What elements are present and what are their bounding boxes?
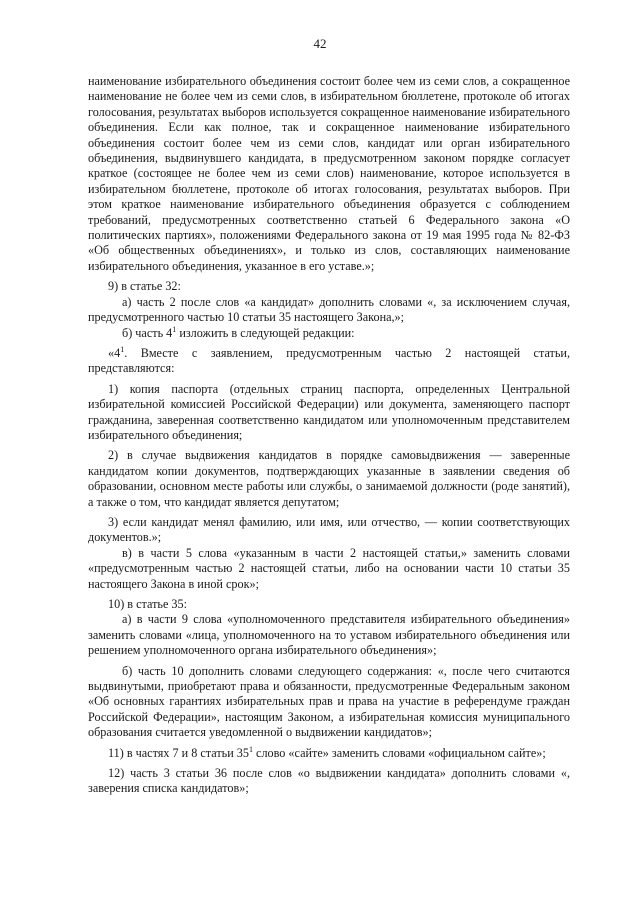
- page-number: 42: [313, 36, 327, 51]
- text-fragment: б) часть 4: [122, 325, 173, 340]
- superscript: 1: [172, 324, 177, 334]
- superscript: 1: [120, 344, 125, 354]
- paragraph-item-9: 9) в статье 32:: [108, 279, 181, 294]
- paragraph-part-4-1: [88, 346, 570, 377]
- paragraph-sub-3: 3) если кандидат менял фамилию, или имя, или отчество, — копии соответствующих документов.»;: [88, 514, 570, 545]
- paragraph-item-9a: а) часть 2 после слов «а кандидат» дополнить словами «, за исключением случая, предусмотренного частью 10 статьи 35 настоящего Закона,»;: [88, 294, 570, 325]
- paragraph-item-11: [88, 746, 570, 761]
- text-fragment: 11) в частях 7 и 8 статьи 35: [108, 745, 249, 760]
- text-fragment: слово «сайте» заменить словами «официальном сайте»;: [252, 745, 546, 760]
- text-fragment: «4: [108, 345, 121, 360]
- paragraph-item-10a: а) в части 9 слова «уполномоченного представителя избирательного объединения» заменить словами «лица, уполномоченного на то уставом избирательного объединения или решением уполномоченного органа избирательного объединения»;: [88, 612, 570, 658]
- superscript: 1: [248, 744, 253, 754]
- text-fragment: . Вместе с заявлением, предусмотренным частью 2 настоящей статьи, представляются:: [88, 345, 570, 376]
- paragraph-item-9v: в) в части 5 слова «указанным в части 2 настоящей статьи,» заменить словами «предусмотренным частью 2 настоящей статьи, либо на основании части 10 статьи 35 настоящего Закона в иной срок»;: [88, 545, 570, 591]
- paragraph-item-12: 12) часть 3 статьи 36 после слов «о выдвижении кандидата» дополнить словами «, заверения списка кандидатов»;: [88, 766, 570, 796]
- paragraph-continuation: наименование избирательного объединения состоит более чем из семи слов, а сокращенное наименование не более чем из семи слов, в избирательном бюллетене, протоколе об итогах голосования, результатах выборов используется сокращенное наименование избирательного объединения. Если как полное, так и сокращенное наименование избирательного объединения состоит более чем из семи слов, кандидат или орган избирательного объединения, выдвинувшего кандидата, в предусмотренном законом порядке согласует краткое (состоящее не более чем из семи слов) наименование, которое используется в избирательном бюллетене, протоколе об итогах голосования, результатах выборов. При этом краткое наименование избирательного объединения образуется с соблюдением требований, предусмотренных соответственно статьей 6 Федерального закона «О политических партиях», положениями Федерального закона от 19 мая 1995 года № 82-ФЗ «Об общественных объединениях», и только из слов, составляющих наименование избирательного объединения, указанное в его уставе.»;: [88, 74, 570, 273]
- paragraph-item-9b: [88, 326, 570, 341]
- paragraph-item-10: 10) в статье 35:: [108, 597, 187, 611]
- document-body: [88, 74, 570, 797]
- paragraph-item-10b: б) часть 10 дополнить словами следующего содержания: «, после чего считаются выдвинутыми, приобретают права и обязанности, предусмотренные Федеральным законом «Об основных гарантиях избирательных прав и права на участие в референдуме граждан Российской Федерации», настоящим Законом, а избирательная комиссия муниципального образования считается уведомленной о выдвижении кандидатов»;: [88, 663, 570, 740]
- paragraph-sub-2: 2) в случае выдвижения кандидатов в порядке самовыдвижения — заверенные кандидатом копии документов, подтверждающих указанные в заявлении сведения об образовании, основном месте работы или службы, о занимаемой должности (роде занятий), а также о том, что кандидат является депутатом;: [88, 448, 570, 509]
- paragraph-sub-1: 1) копия паспорта (отдельных страниц паспорта, определенных Центральной избирательной комиссией Российской Федерации) или документа, заменяющего паспорт гражданина, заверенная соответственно кандидатом или уполномоченным представителем избирательного объединения;: [88, 381, 570, 442]
- text-fragment: изложить в следующей редакции:: [176, 325, 355, 340]
